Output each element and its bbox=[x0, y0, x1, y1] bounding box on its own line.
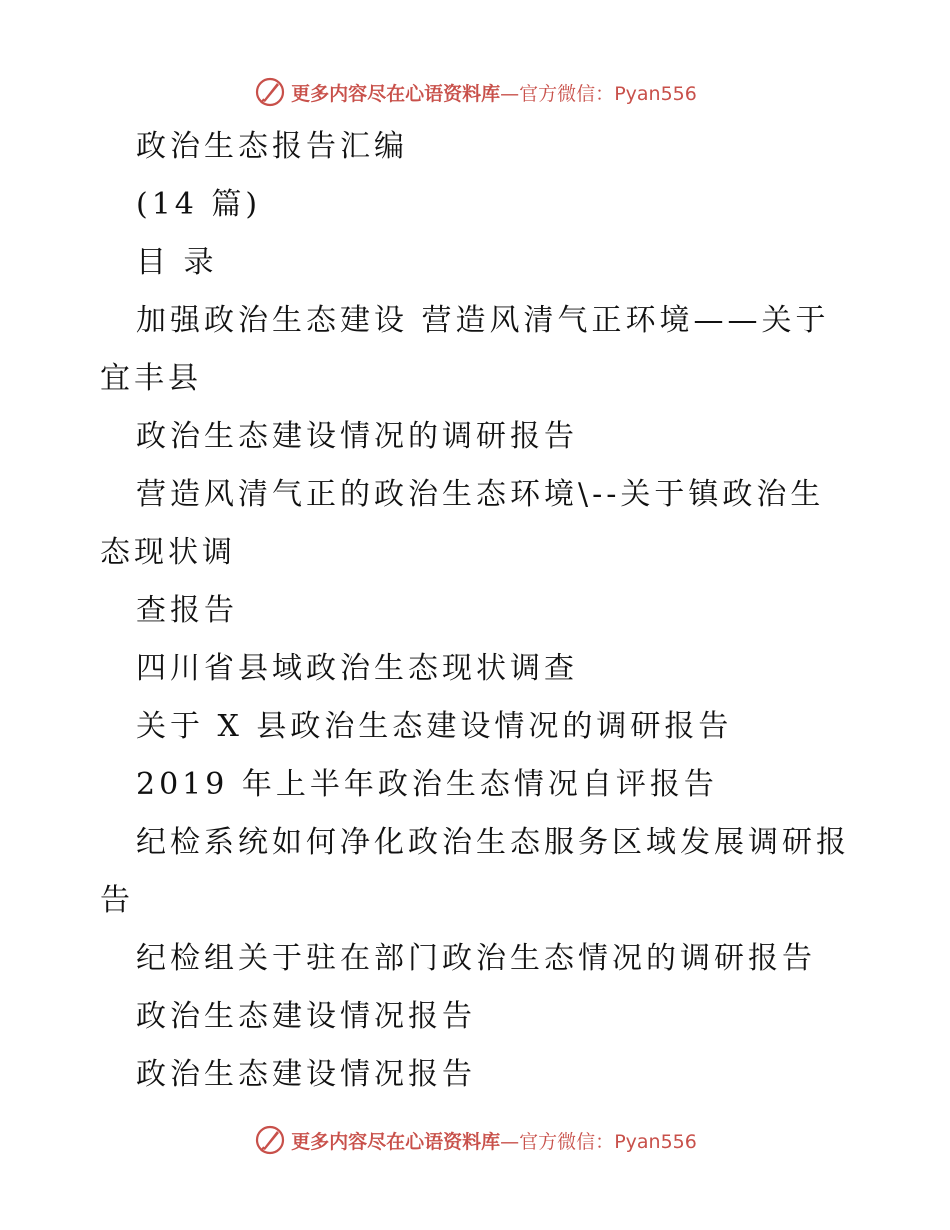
watermark-site-name: 更多内容尽在心语资料库 bbox=[291, 1130, 501, 1153]
quill-logo-icon bbox=[253, 75, 287, 109]
watermark-site-name: 更多内容尽在心语资料库 bbox=[291, 82, 501, 105]
watermark-wechat-label: 官方微信： bbox=[519, 1130, 615, 1153]
watermark-text bbox=[291, 79, 697, 106]
toc-heading: 目 录 bbox=[136, 245, 218, 280]
toc-line: 营造风清气正的政治生态环境\--关于镇政治生 bbox=[136, 477, 825, 512]
toc-line: 四川省县域政治生态现状调查 bbox=[136, 651, 578, 686]
watermark-wechat-id: Pyan556 bbox=[614, 82, 697, 105]
document-count: (14 篇) bbox=[136, 187, 262, 222]
watermark-wechat-label: 官方微信： bbox=[519, 82, 615, 105]
watermark-dash: — bbox=[500, 1130, 520, 1153]
watermark-dash: — bbox=[500, 82, 520, 105]
quill-logo-icon bbox=[253, 1123, 287, 1157]
toc-line: 告 bbox=[100, 883, 134, 918]
document-body bbox=[100, 118, 860, 1104]
toc-line: 加强政治生态建设 营造风清气正环境——关于 bbox=[136, 303, 830, 338]
header-watermark bbox=[0, 72, 950, 112]
toc-line: 2019 年上半年政治生态情况自评报告 bbox=[136, 767, 718, 802]
toc-line: 宜丰县 bbox=[100, 361, 202, 396]
toc-line: 态现状调 bbox=[100, 535, 236, 570]
toc-line: 政治生态建设情况的调研报告 bbox=[136, 419, 578, 454]
watermark-wechat-id: Pyan556 bbox=[614, 1130, 697, 1153]
toc-line: 政治生态建设情况报告 bbox=[136, 1057, 476, 1092]
toc-line: 查报告 bbox=[136, 593, 238, 628]
watermark-text bbox=[291, 1127, 697, 1154]
toc-line: 关于 X 县政治生态建设情况的调研报告 bbox=[136, 709, 733, 744]
toc-line: 纪检系统如何净化政治生态服务区域发展调研报 bbox=[136, 825, 850, 860]
document-title: 政治生态报告汇编 bbox=[136, 129, 408, 164]
toc-line: 政治生态建设情况报告 bbox=[136, 999, 476, 1034]
footer-watermark bbox=[0, 1120, 950, 1160]
toc-line: 纪检组关于驻在部门政治生态情况的调研报告 bbox=[136, 941, 816, 976]
